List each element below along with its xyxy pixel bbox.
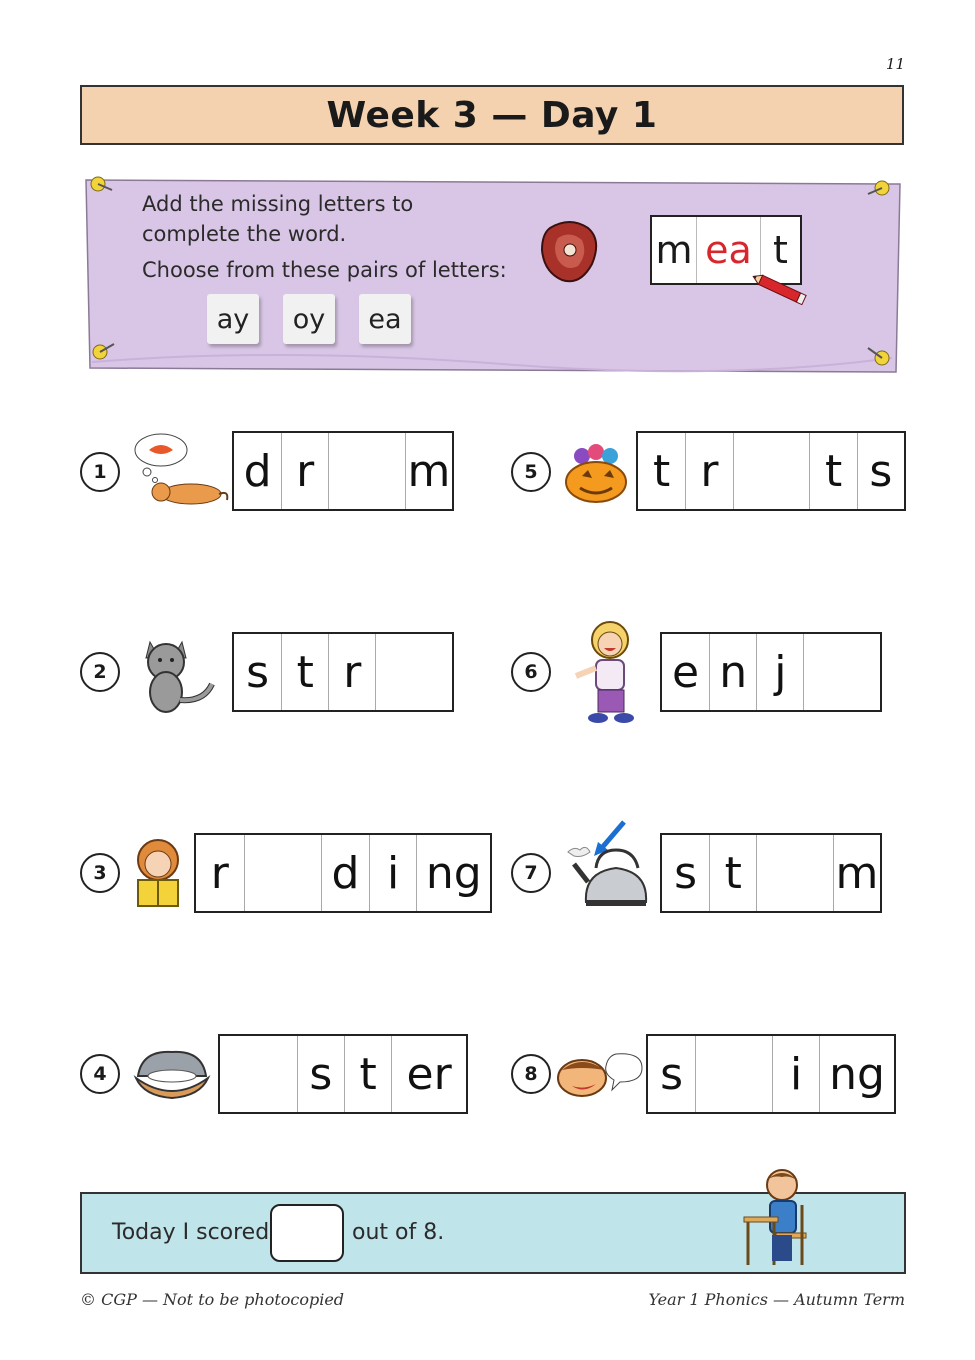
example-cell: m [655,228,693,272]
footer-copyright: © CGP — Not to be photocopied [80,1290,345,1309]
letter-cell: ng [819,1036,894,1112]
example-cell: t [760,217,800,283]
word-box-6 [660,632,882,712]
word-box-5 [636,431,906,511]
child-writing-at-desk-icon [740,1165,816,1269]
choice-tile-ay: ay [207,294,259,344]
question-number: 2 [80,652,120,692]
letter-cell: s [246,646,270,698]
instruction-line-2: complete the word. [142,222,347,246]
letter-cell: i [772,1036,819,1112]
page-title: Week 3 — Day 1 [326,94,658,136]
letter-cell: ng [416,835,490,911]
letter-cell: m [405,433,452,509]
footer-course: Year 1 Phonics — Autumn Term [648,1290,905,1309]
word-box-3 [194,833,492,913]
letter-cell: er [391,1036,466,1112]
letter-cell: i [369,835,417,911]
letter-cell: t [809,433,856,509]
page-number: 11 [885,55,905,73]
word-box-4 [218,1034,468,1114]
letter-cell: s [660,1048,684,1100]
laughing-child-icon [570,618,650,726]
letter-cell: m [833,835,880,911]
letter-cell: t [709,835,756,911]
letter-cell: t [344,1036,391,1112]
word-box-8 [646,1034,896,1114]
blank-cell[interactable] [328,433,405,509]
child-saying-icon [556,1050,644,1102]
score-input-box[interactable] [270,1204,344,1262]
question-number: 3 [80,853,120,893]
blank-cell[interactable] [695,1036,772,1112]
question-number: 6 [511,652,551,692]
question-number: 5 [511,452,551,492]
word-box-7 [660,833,882,913]
choice-tile-ea: ea [359,294,411,344]
letter-cell: d [243,445,272,497]
stray-cat-icon [138,632,220,714]
score-out-of-label: out of 8. [352,1220,445,1245]
letter-cell: n [709,634,756,710]
example-cell-answer: ea [696,217,760,283]
oyster-icon [132,1046,212,1104]
word-box-1 [232,431,454,511]
question-number: 1 [80,452,120,492]
pencil-icon [750,270,810,310]
steaming-kettle-icon [560,820,652,910]
title-bar [80,85,904,145]
letter-cell: t [281,634,328,710]
blank-cell[interactable] [756,835,833,911]
blank-cell[interactable] [244,835,321,911]
blank-cell[interactable] [803,634,880,710]
letter-cell: s [857,433,904,509]
question-number: 7 [511,853,551,893]
blank-cell[interactable] [733,433,810,509]
letter-cell: r [685,433,732,509]
girl-reading-icon [128,838,192,910]
sleeping-cat-dreaming-icon [125,432,231,508]
letter-cell: e [672,646,700,698]
blank-cell[interactable] [375,634,452,710]
letter-cell: r [210,847,229,899]
pumpkin-treats-icon [560,438,632,506]
blank-cell[interactable] [220,1036,297,1112]
word-box-2 [232,632,454,712]
letter-cell: j [756,634,803,710]
score-label: Today I scored [112,1220,270,1245]
instruction-line-3: Choose from these pairs of letters: [142,258,507,282]
instruction-panel [82,172,904,377]
letter-cell: s [674,847,698,899]
letter-cell: r [328,634,375,710]
question-number: 8 [511,1054,551,1094]
instruction-line-1: Add the missing letters to [142,192,414,216]
letter-cell: r [281,433,328,509]
choice-tile-oy: oy [283,294,335,344]
letter-cell: s [297,1036,344,1112]
letter-cell: d [321,835,369,911]
letter-cell: t [653,445,671,497]
question-number: 4 [80,1054,120,1094]
